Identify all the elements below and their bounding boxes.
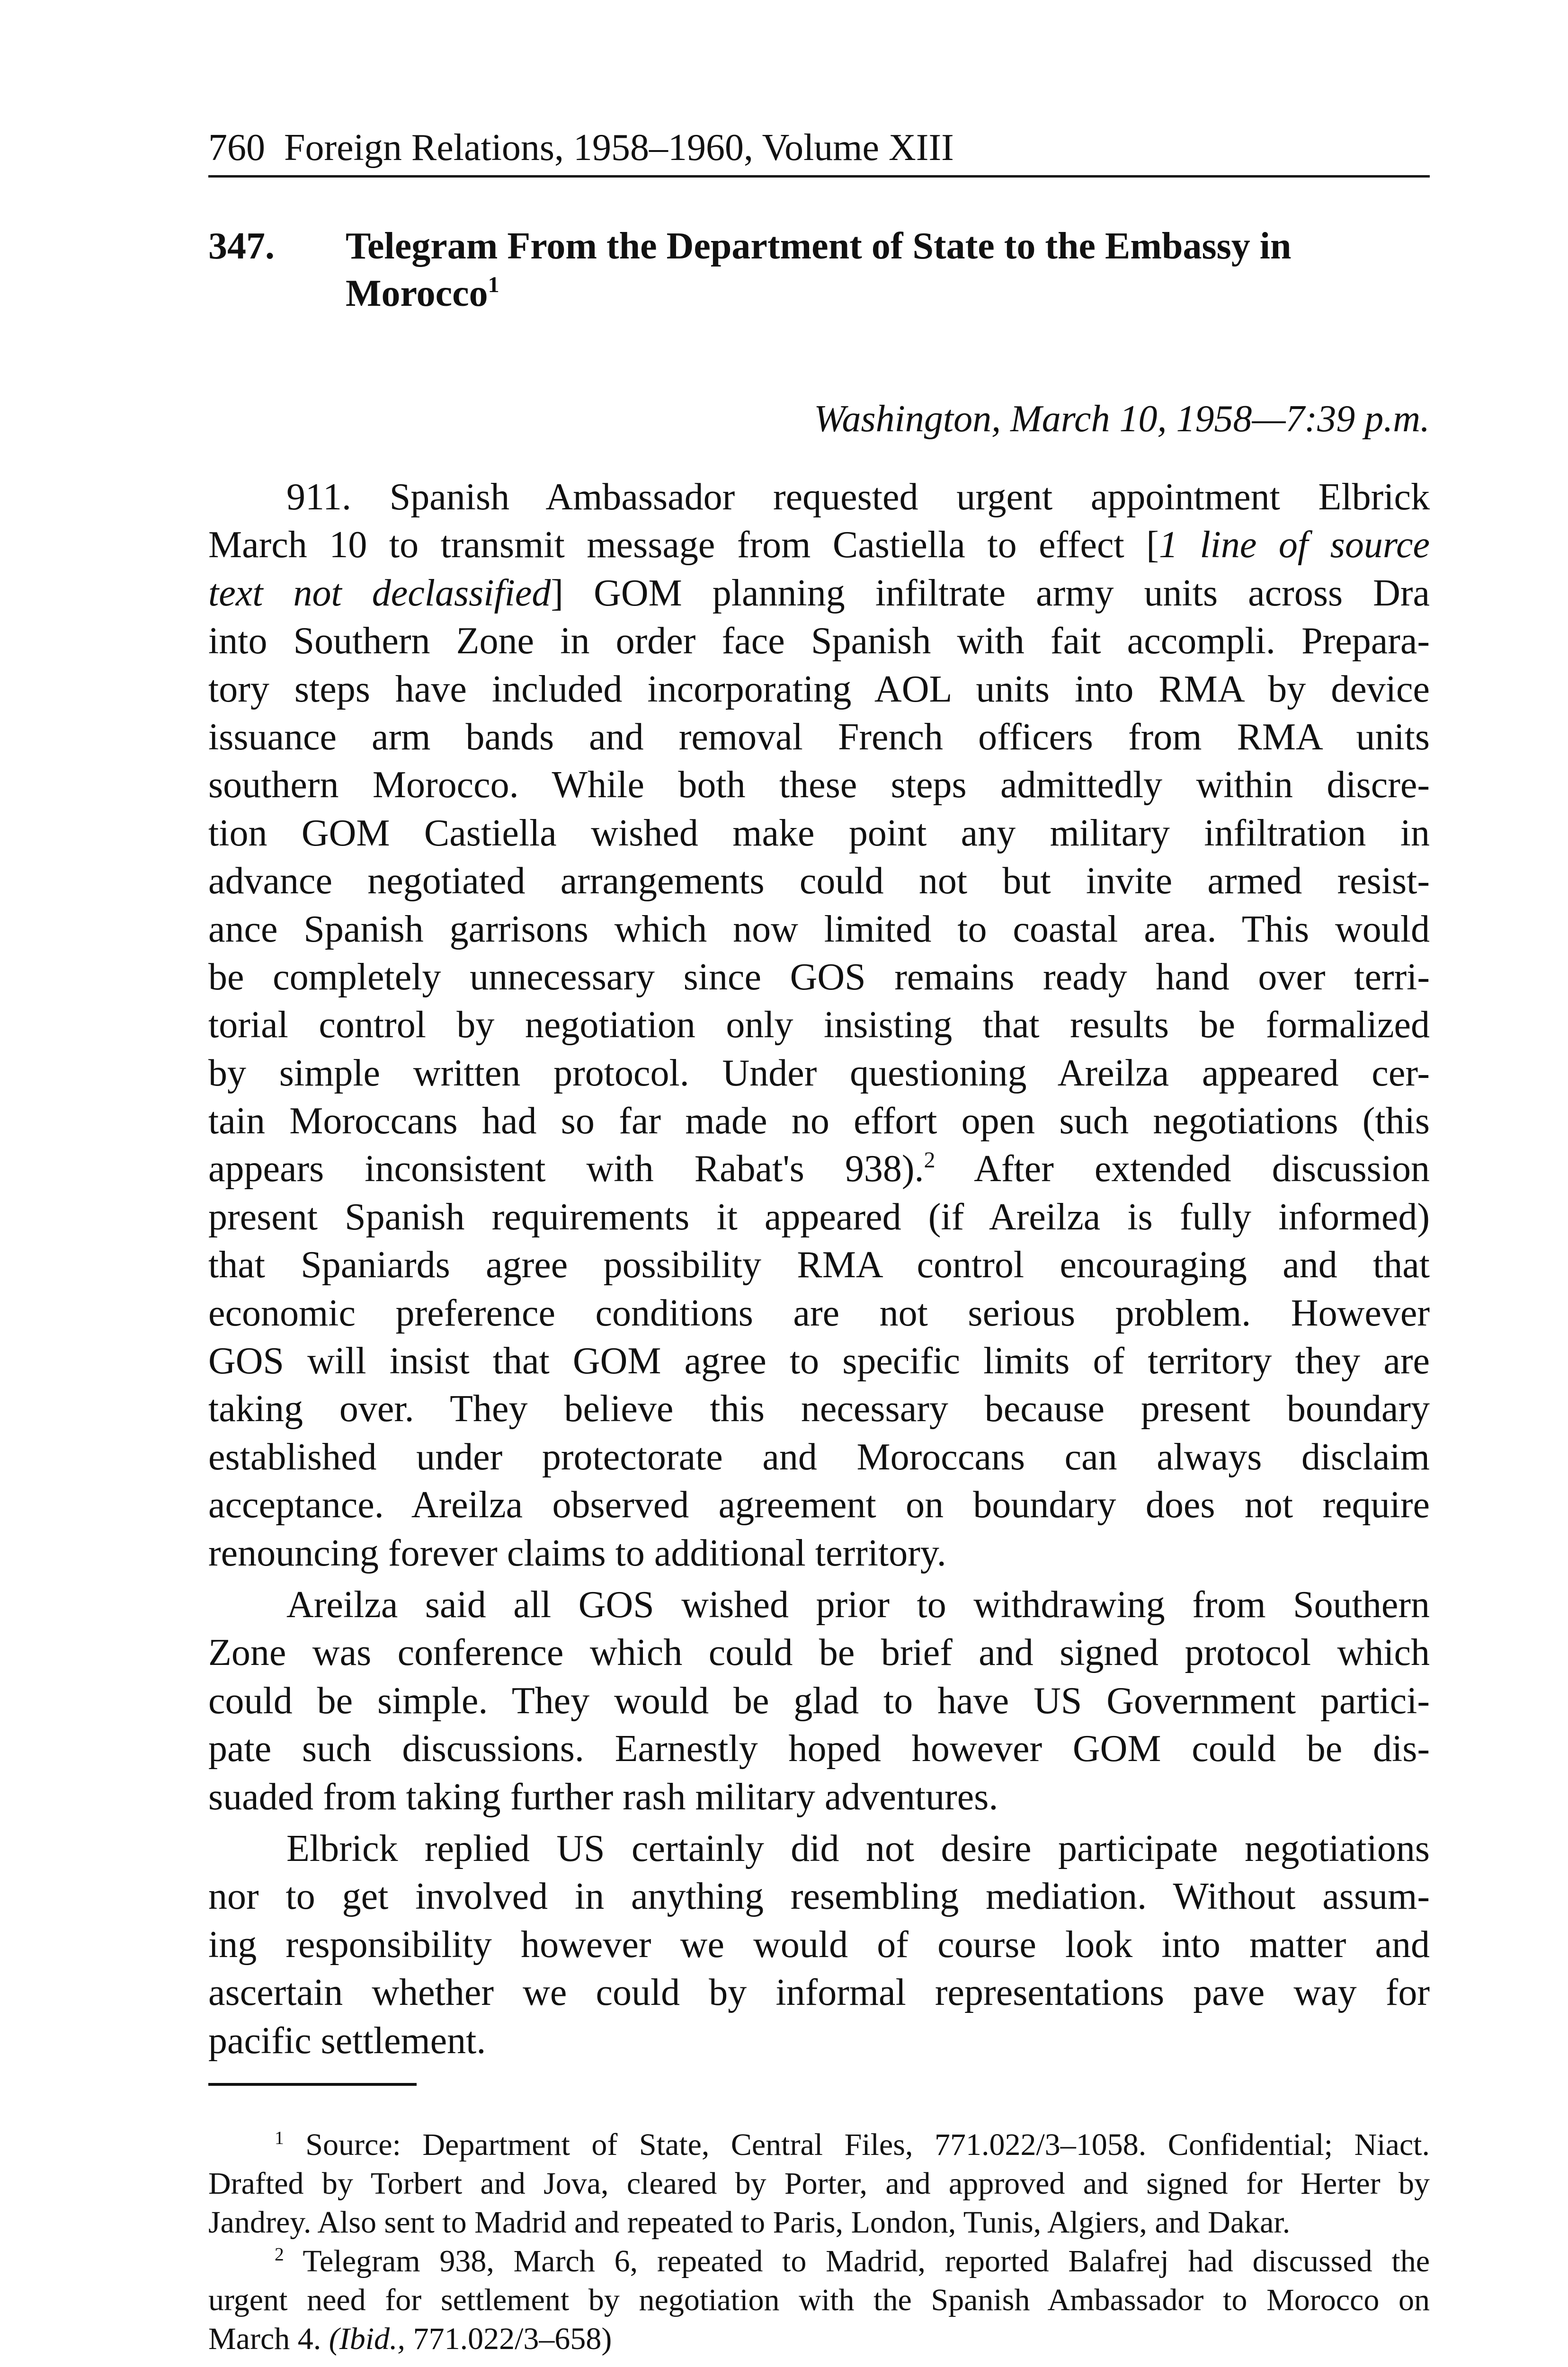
text-segment: March 4. xyxy=(208,2322,329,2356)
text-line xyxy=(208,1193,1430,1241)
text-segment: renouncing forever claims to additional territory. xyxy=(208,1532,946,1574)
text-line xyxy=(208,521,1430,569)
text-segment: March 10 to transmit message from Castiella to effect [ xyxy=(208,524,1159,566)
text-line xyxy=(208,1290,1430,1337)
footnote-ref: 1 xyxy=(488,272,499,298)
paragraph xyxy=(208,473,1430,1577)
document-number: 347. xyxy=(208,225,275,267)
text-line xyxy=(208,570,1430,617)
text-line xyxy=(208,1773,1430,1821)
text-segment: by simple written protocol. Under questioning Areilza appeared cer- xyxy=(208,1052,1430,1094)
text-segment: pate such discussions. Earnestly hoped however GOM could be dis- xyxy=(208,1728,1430,1770)
document-heading xyxy=(208,222,1430,317)
text-segment: Drafted by Torbert and Jova, cleared by Porter, and approved and signed for Herter by xyxy=(208,2166,1430,2201)
text-segment: text not declassified xyxy=(208,572,551,614)
text-segment: advance negotiated arrangements could not but invite armed resist- xyxy=(208,860,1430,902)
text-line xyxy=(208,1629,1430,1677)
text-line xyxy=(208,713,1430,761)
text-segment: could be simple. They would be glad to have US Government partici- xyxy=(208,1680,1430,1722)
footnote xyxy=(208,2126,1430,2242)
footnote-ref: 2 xyxy=(924,1148,935,1173)
text-segment: (Ibid., xyxy=(329,2322,406,2356)
text-line xyxy=(208,1677,1430,1725)
footnote-rule xyxy=(208,2083,417,2086)
text-segment: ] GOM planning infiltrate army units across Dra xyxy=(551,572,1430,614)
text-line xyxy=(208,761,1430,809)
text-segment: tion GOM Castiella wished make point any military infiltration in xyxy=(208,812,1430,854)
text-segment: Jandrey. Also sent to Madrid and repeated to Paris, London, Tunis, Algiers, and Dakar. xyxy=(208,2205,1291,2240)
text-line xyxy=(208,666,1430,713)
text-line xyxy=(208,1050,1430,1097)
text-line xyxy=(208,2164,1430,2203)
text-segment: economic preference conditions are not serious problem. However xyxy=(208,1292,1430,1334)
header-rule xyxy=(208,175,1430,178)
text-line xyxy=(208,1385,1430,1433)
paragraph xyxy=(208,1825,1430,2065)
text-line xyxy=(208,2242,1430,2281)
text-line xyxy=(208,617,1430,665)
text-line xyxy=(208,1001,1430,1049)
text-line xyxy=(208,1725,1430,1773)
page-number: 760 xyxy=(208,127,265,169)
text-segment: be completely unnecessary since GOS remains ready hand over terri- xyxy=(208,956,1430,998)
text-line xyxy=(208,1969,1430,2017)
footnote xyxy=(208,2242,1430,2358)
text-line xyxy=(208,810,1430,857)
text-line xyxy=(208,2320,1430,2358)
text-line xyxy=(208,1433,1430,1481)
text-line xyxy=(208,1337,1430,1385)
text-segment: ing responsibility however we would of course look into matter and xyxy=(208,1923,1430,1966)
text-segment: torial control by negotiation only insisting that results be formalized xyxy=(208,1004,1430,1046)
text-line xyxy=(208,1873,1430,1921)
text-segment: 1 line of source xyxy=(1158,524,1430,566)
text-segment: acceptance. Areilza observed agreement on boundary does not require xyxy=(208,1484,1430,1526)
text-line xyxy=(208,1825,1430,1873)
text-segment: that Spaniards agree possibility RMA control encouraging and that xyxy=(208,1244,1430,1286)
dateline: Washington, March 10, 1958—7:39 p.m. xyxy=(814,398,1430,440)
footnote-ref: 2 xyxy=(275,2243,284,2265)
text-line xyxy=(208,1530,1430,1577)
text-line xyxy=(208,2281,1430,2320)
text-line xyxy=(208,473,1430,521)
text-segment: Zone was conference which could be brief and signed protocol which xyxy=(208,1632,1430,1674)
text-line xyxy=(208,1145,1430,1193)
document-title-line1: Telegram From the Department of State to the Embassy in xyxy=(346,225,1292,267)
text-segment: suaded from taking further rash military adventures. xyxy=(208,1776,998,1818)
running-header xyxy=(208,124,1430,171)
text-line xyxy=(208,1241,1430,1289)
text-segment: ascertain whether we could by informal representations pave way for xyxy=(208,1972,1430,2014)
text-segment: Source: Department of State, Central Files, 771.022/3–1058. Confidential; Niact. xyxy=(284,2127,1430,2162)
text-segment: urgent need for settlement by negotiation with the Spanish Ambassador to Morocco on xyxy=(208,2283,1430,2317)
text-line xyxy=(208,1097,1430,1145)
running-title: Foreign Relations, 1958–1960, Volume XIII xyxy=(284,127,954,169)
text-line xyxy=(208,2017,1430,2065)
text-segment: After extended discussion xyxy=(935,1148,1430,1190)
text-segment: 771.022/3–658) xyxy=(405,2322,612,2356)
text-line xyxy=(208,1921,1430,1969)
footnotes xyxy=(208,2126,1430,2358)
text-segment: Areilza said all GOS wished prior to withdrawing from Southern xyxy=(286,1584,1430,1626)
text-segment: Telegram 938, March 6, repeated to Madrid, reported Balafrej had discussed the xyxy=(284,2244,1430,2278)
footnote-ref: 1 xyxy=(275,2127,284,2148)
text-line xyxy=(208,906,1430,953)
text-segment: ance Spanish garrisons which now limited to coastal area. This would xyxy=(208,908,1430,950)
text-segment: tory steps have included incorporating AOL units into RMA by device xyxy=(208,668,1430,710)
text-segment: issuance arm bands and removal French officers from RMA units xyxy=(208,716,1430,758)
document-title xyxy=(346,222,1430,317)
text-segment: southern Morocco. While both these steps admittedly within discre- xyxy=(208,764,1430,806)
text-segment: taking over. They believe this necessary because present boundary xyxy=(208,1388,1430,1430)
text-segment: present Spanish requirements it appeared (if Areilza is fully informed) xyxy=(208,1196,1430,1238)
text-line xyxy=(208,953,1430,1001)
text-segment: appears inconsistent with Rabat's 938). xyxy=(208,1148,924,1190)
text-segment: 911. Spanish Ambassador requested urgent appointment Elbrick xyxy=(286,476,1430,518)
text-line xyxy=(208,2126,1430,2164)
text-segment: Elbrick replied US certainly did not desire participate negotiations xyxy=(286,1827,1430,1869)
text-segment: GOS will insist that GOM agree to specific limits of territory they are xyxy=(208,1340,1430,1382)
text-segment: pacific settlement. xyxy=(208,2020,486,2062)
text-segment: into Southern Zone in order face Spanish with fait accompli. Prepara- xyxy=(208,620,1430,662)
telegram-body xyxy=(208,473,1430,2069)
text-line xyxy=(208,857,1430,905)
text-segment: nor to get involved in anything resembling mediation. Without assum- xyxy=(208,1876,1430,1918)
document-title-line2: Morocco xyxy=(346,273,488,314)
paragraph xyxy=(208,1581,1430,1821)
text-line xyxy=(208,2203,1430,2242)
text-line xyxy=(208,1481,1430,1529)
text-segment: tain Moroccans had so far made no effort open such negotiations (this xyxy=(208,1100,1430,1142)
text-segment: established under protectorate and Moroccans can always disclaim xyxy=(208,1436,1430,1478)
text-line xyxy=(208,1581,1430,1629)
